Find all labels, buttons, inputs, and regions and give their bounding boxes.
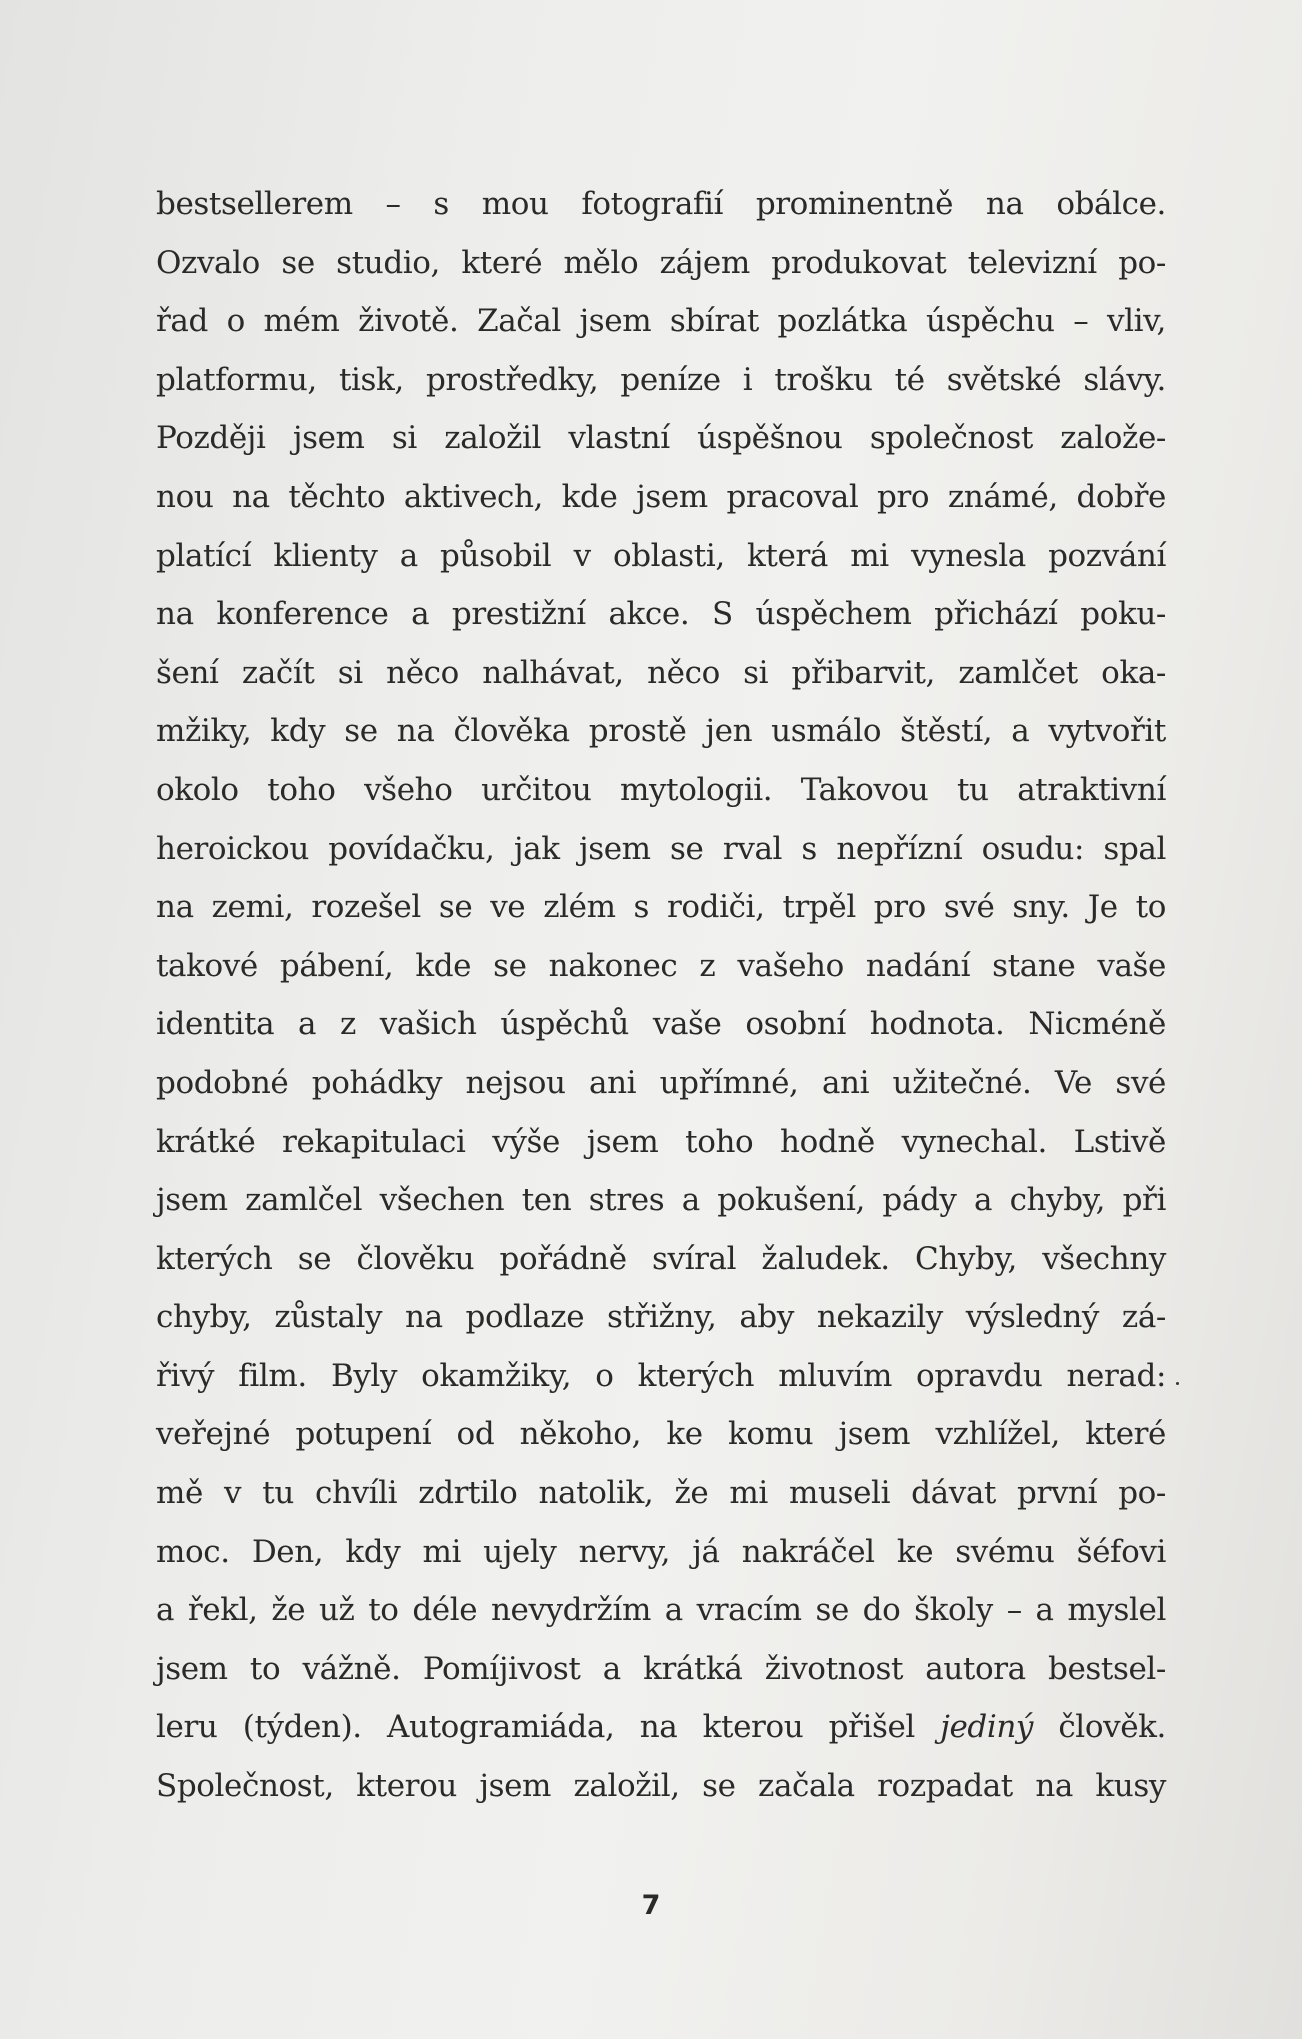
text-line-24: moc. Den, kdy mi ujely nervy, já nakráčel ke svému šéfovi: [156, 1533, 1166, 1570]
text-line-27-end: člověk.: [1033, 1709, 1166, 1746]
text-line-11: okolo toho všeho určitou mytologii. Takovou tu atraktivní: [156, 771, 1166, 808]
text-line-21: řivý film. Byly okamžiky, o kterých mluvím opravdu nerad:: [156, 1357, 1166, 1394]
text-line-3: řad o mém životě. Začal jsem sbírat pozlátka úspěchu – vliv,: [156, 303, 1166, 340]
text-line-6: nou na těchto aktivech, kde jsem pracoval pro známé, dobře: [156, 478, 1166, 515]
text-line-17: krátké rekapitulaci výše jsem toho hodně vynechal. Lstivě: [156, 1123, 1166, 1160]
text-line-27-start: leru (týden). Autogramiáda, na kterou přišel: [156, 1709, 941, 1746]
text-line-7: platící klienty a působil v oblasti, která mi vynesla pozvání: [156, 537, 1166, 574]
text-line-2: Ozvalo se studio, které mělo zájem produkovat televizní po-: [156, 244, 1166, 281]
text-line-19: kterých se člověku pořádně svíral žaludek. Chyby, všechny: [156, 1240, 1166, 1277]
print-speck: [1176, 1382, 1179, 1385]
text-line-18: jsem zamlčel všechen ten stres a pokušení, pády a chyby, při: [156, 1182, 1166, 1219]
text-line-27: [156, 1698, 1166, 1757]
text-line-1: bestsellerem – s mou fotografií prominentně na obálce.: [156, 186, 1166, 222]
text-line-8: na konference a prestižní akce. S úspěchem přichází poku-: [156, 596, 1166, 633]
text-line-5: Později jsem si založil vlastní úspěšnou společnost založe-: [156, 420, 1166, 457]
italic-word: jediný: [940, 1709, 1034, 1746]
text-line-10: mžiky, kdy se na člověka prostě jen usmálo štěstí, a vytvořit: [156, 713, 1166, 750]
text-line-9: šení začít si něco nalhávat, něco si přibarvit, zamlčet oka-: [156, 654, 1166, 691]
text-line-20: chyby, zůstaly na podlaze střižny, aby nekazily výsledný zá-: [156, 1299, 1166, 1336]
text-line-23: mě v tu chvíli zdrtilo natolik, že mi museli dávat první po-: [156, 1475, 1166, 1512]
body-text: [156, 175, 1166, 1816]
text-line-22: veřejné potupení od někoho, ke komu jsem vzhlížel, které: [156, 1416, 1166, 1453]
text-line-14: takové pábení, kde se nakonec z vašeho nadání stane vaše: [156, 947, 1166, 984]
text-line-28: Společnost, kterou jsem založil, se začala rozpadat na kusy: [156, 1768, 1166, 1805]
page-number: 7: [641, 1890, 661, 1921]
text-line-26: jsem to vážně. Pomíjivost a krátká životnost autora bestsel-: [156, 1650, 1166, 1687]
text-line-4: platformu, tisk, prostředky, peníze i trošku té světské slávy.: [156, 361, 1166, 398]
text-line-25: a řekl, že už to déle nevydržím a vracím se do školy – a myslel: [156, 1592, 1166, 1629]
text-line-15: identita a z vašich úspěchů vaše osobní hodnota. Nicméně: [156, 1006, 1166, 1043]
text-line-16: podobné pohádky nejsou ani upřímné, ani užitečné. Ve své: [156, 1064, 1166, 1101]
text-line-13: na zemi, rozešel se ve zlém s rodiči, trpěl pro své sny. Je to: [156, 889, 1166, 926]
text-line-12: heroickou povídačku, jak jsem se rval s nepřízní osudu: spal: [156, 830, 1166, 867]
